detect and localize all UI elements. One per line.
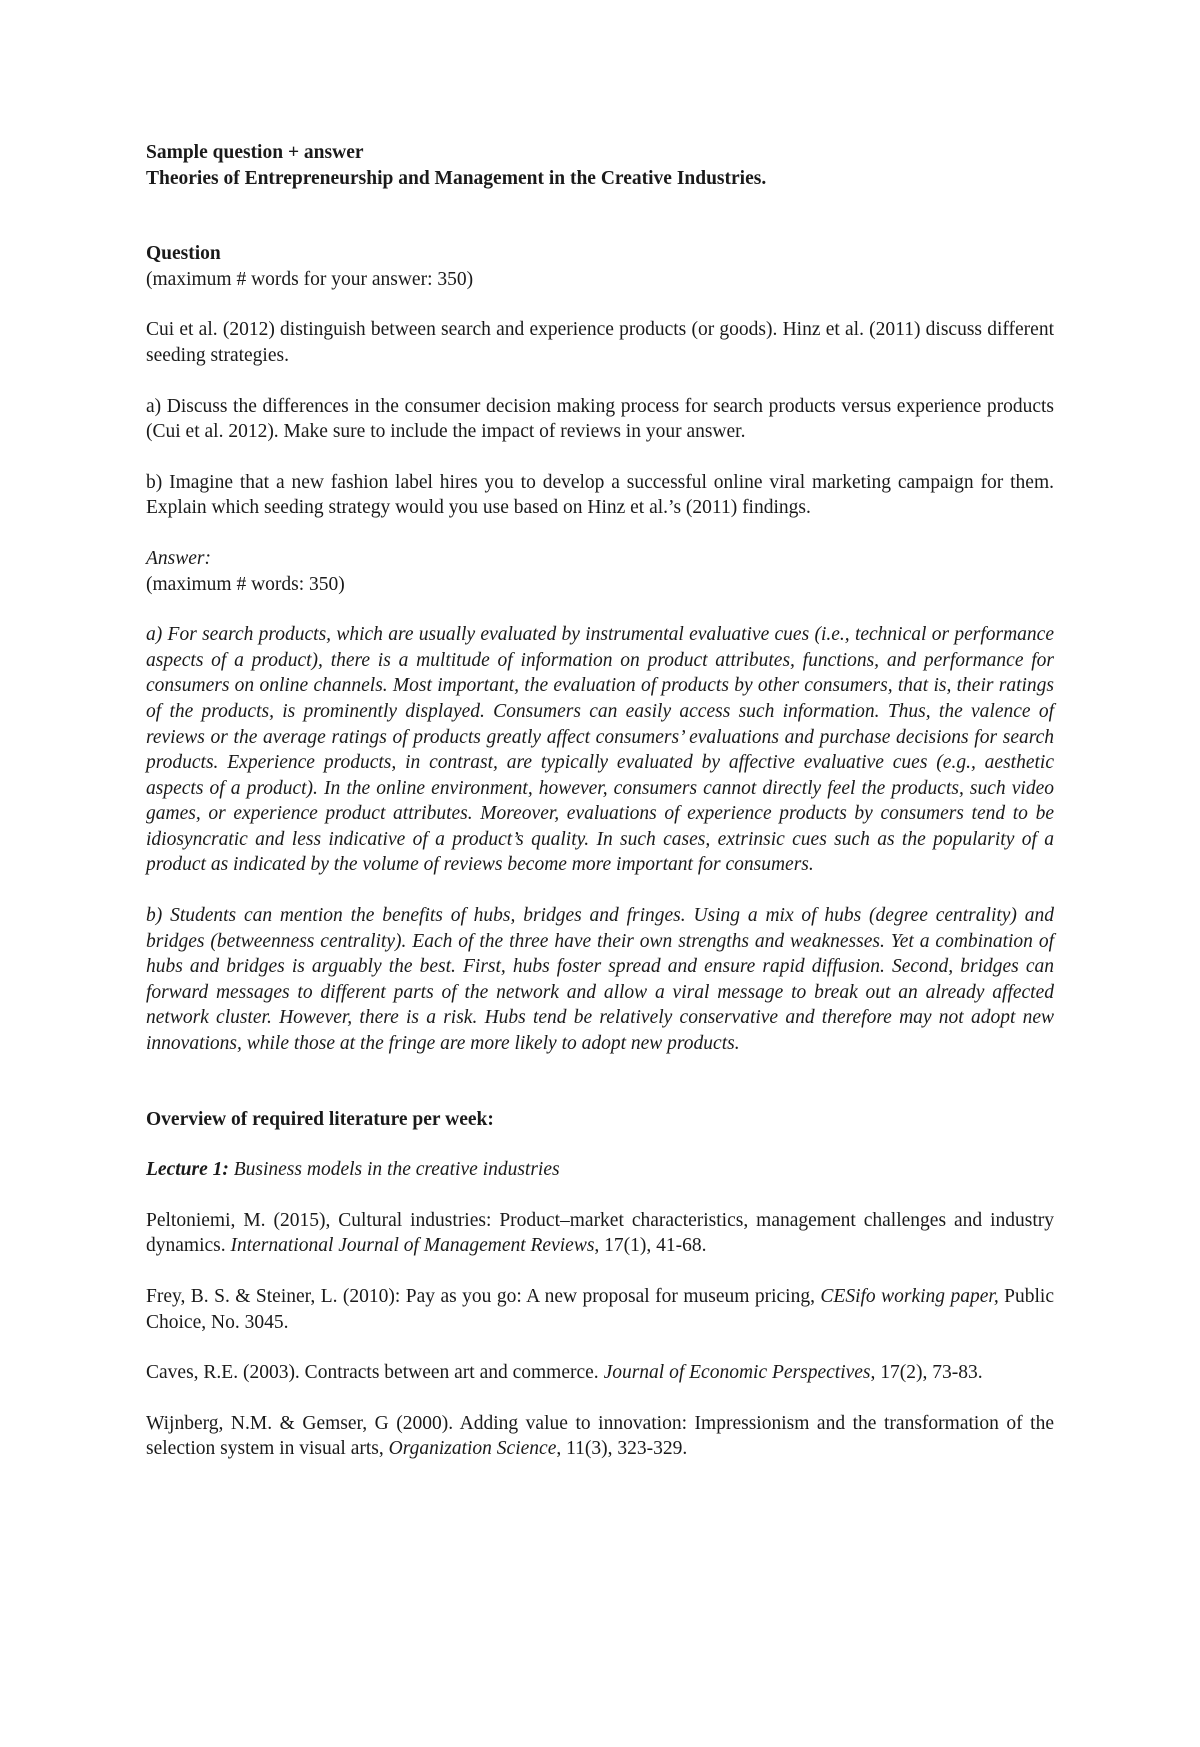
- lecture-title: Business models in the creative industries: [228, 1159, 560, 1181]
- reference-journal: International Journal of Management Reviews: [230, 1235, 595, 1257]
- reference-journal: CESifo working paper,: [820, 1286, 999, 1307]
- answer-part-a: a) For search products, which are usually evaluated by instrumental evaluative cues (i.e., technical or performance aspects of a product), there is a multitude of information on product attributes, functions, and performance for consumers on online channels. Most important, the evaluation of products by other consumers, that is, their ratings of the products, is prominently displayed. Consumers can easily access such information. Thus, the valence of reviews or the average ratings of products greatly affect consumers’ evaluations and purchase decisions for search products. Experience products, in contrast, are typically evaluated by affective evaluative cues (e.g., aesthetic aspects of a product). In the online environment, however, consumers cannot directly feel the products, such video games, or experience product attributes. Moreover, evaluations of experience products by consumers tend to be idiosyncratic and less indicative of a product’s quality. In such cases, extrinsic cues such as the popularity of a product as indicated by the volume of reviews become more important for consumers.: [146, 624, 1054, 876]
- reference-text: Wijnberg, N.M. & Gemser, G (2000). Adding value to innovation: Impressionism and the transformation of the selection system in visual arts,: [146, 1412, 1054, 1460]
- question-intro: Cui et al. (2012) distinguish between search and experience products (or goods). Hinz et al. (2011) discuss different seeding strategies.: [146, 319, 1054, 366]
- document-page: [146, 140, 1054, 1462]
- question-part-b: b) Imagine that a new fashion label hires you to develop a successful online viral marketing campaign for them. Explain which seeding strategy would you use based on Hinz et al.’s (2011) findings.: [146, 471, 1054, 519]
- answer-word-limit: (maximum # words: 350): [146, 573, 345, 595]
- lecture-label: Lecture 1:: [146, 1159, 229, 1181]
- reference-details: , 17(2), 73-83.: [870, 1362, 983, 1384]
- course-title: Theories of Entrepreneurship and Management in the Creative Industries.: [146, 167, 767, 189]
- literature-heading: Overview of required literature per week:: [146, 1108, 494, 1130]
- reference-text: Frey, B. S. & Steiner, L. (2010): Pay as you go: A new proposal for museum pricing,: [146, 1286, 821, 1307]
- reference-details: , 17(1), 41-68.: [594, 1235, 707, 1257]
- reference-journal: Organization Science: [388, 1438, 557, 1460]
- answer-part-b: b) Students can mention the benefits of hubs, bridges and fringes. Using a mix of hubs (degree centrality) and bridges (betweenness centrality). Each of the three have their own strengths and weaknesses. Yet a combination of hubs and bridges is arguably the best. First, hubs foster spread and ensure rapid diffusion. Second, bridges can forward messages to different parts of the network and allow a viral message to break out an already affected network cluster. However, there is a risk. Hubs tend be relatively conservative and therefore may not adopt new innovations, while those at the fringe are more likely to adopt new products.: [146, 905, 1054, 1055]
- question-heading: Question: [146, 243, 221, 265]
- lecture-heading: [146, 1157, 1054, 1183]
- question-word-limit: (maximum # words for your answer: 350): [146, 268, 474, 290]
- reference-text: Peltoniemi, M. (2015), Cultural industries: Product–market characteristics, management challenges and industry dynamics.: [146, 1209, 1054, 1257]
- reference-journal: Journal of Economic Perspectives: [603, 1362, 871, 1384]
- reference-item: [146, 1284, 1054, 1335]
- reference-details: Public Choice, No. 3045.: [146, 1286, 1054, 1333]
- answer-heading: Answer:: [146, 547, 211, 569]
- reference-item: [146, 1411, 1054, 1462]
- reference-item: [146, 1360, 1054, 1386]
- reference-details: , 11(3), 323-329.: [556, 1438, 688, 1460]
- doc-title: Sample question + answer: [146, 142, 364, 163]
- reference-item: [146, 1208, 1054, 1259]
- reference-text: Caves, R.E. (2003). Contracts between art and commerce.: [146, 1362, 604, 1384]
- question-part-a: a) Discuss the differences in the consumer decision making process for search products versus experience products (Cui et al. 2012). Make sure to include the impact of reviews in your answer.: [146, 395, 1054, 443]
